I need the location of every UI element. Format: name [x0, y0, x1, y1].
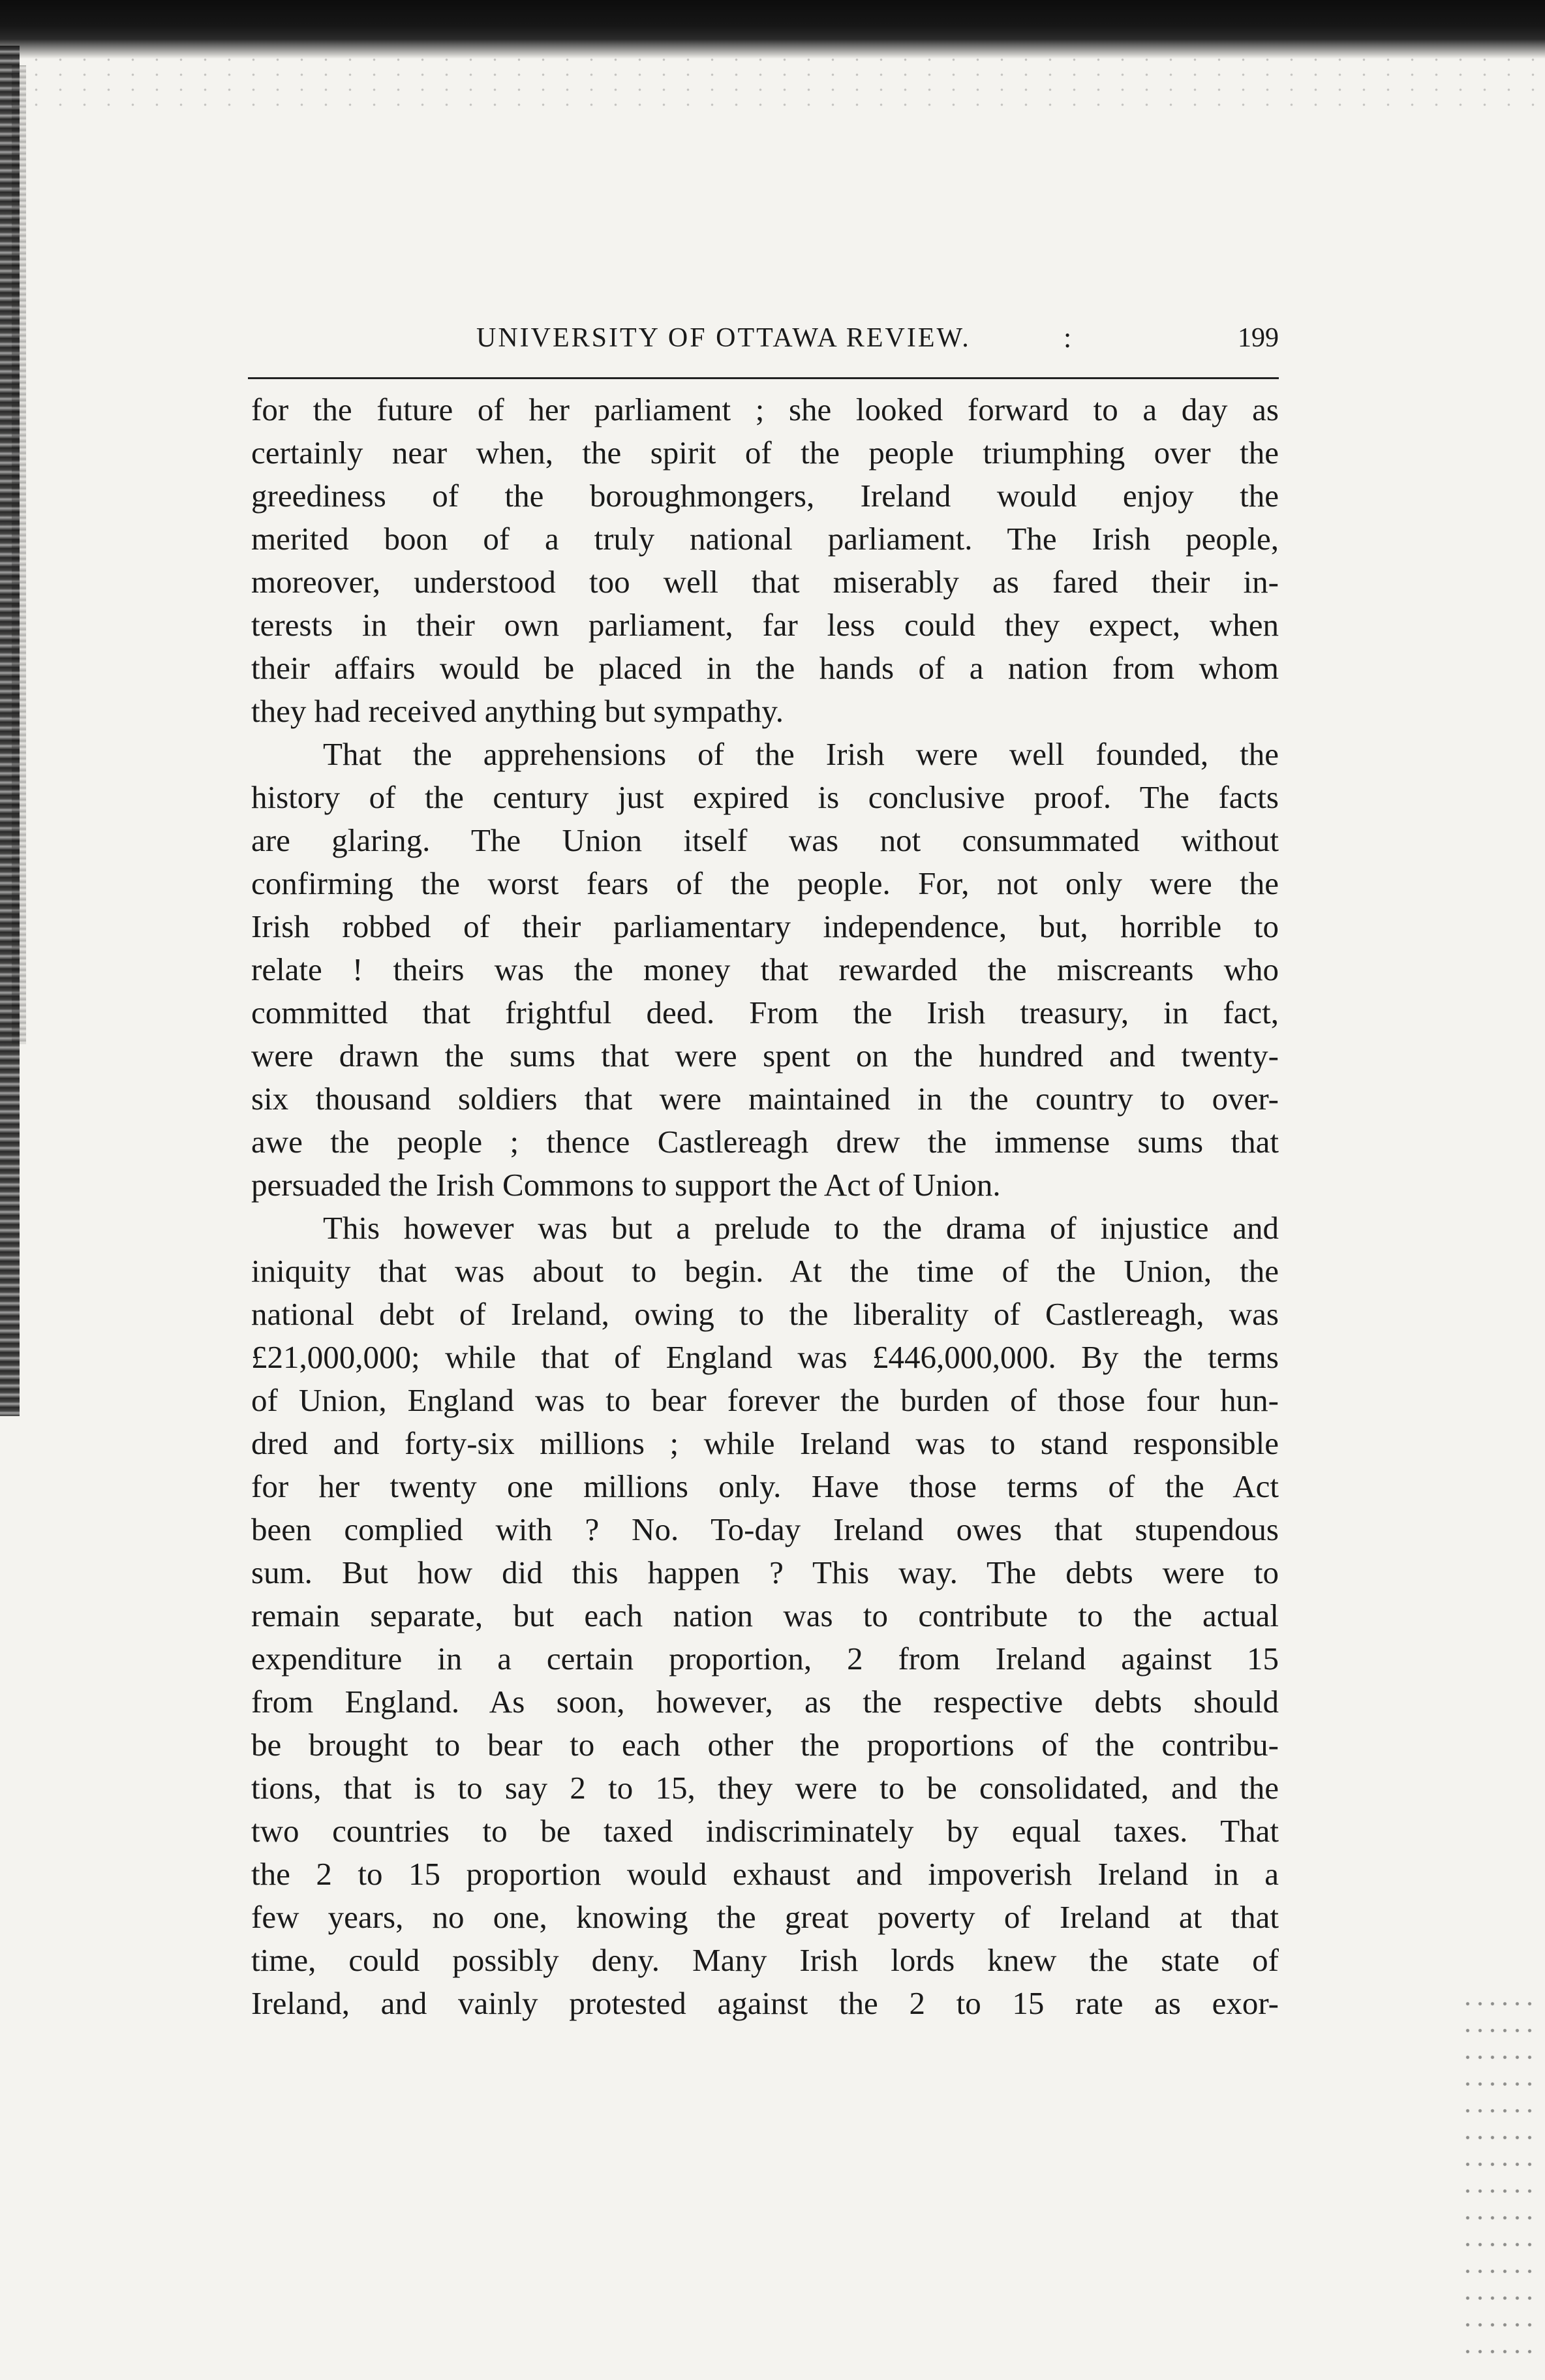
- text-line: persuaded the Irish Commons to support the Act of Union.: [251, 1167, 1001, 1203]
- text-line: are glaring. The Union itself was not consummated without: [251, 822, 1279, 858]
- text-line: of Union, England was to bear forever the burden of those four hun-: [251, 1382, 1279, 1418]
- text-line: six thousand soldiers that were maintained in the country to over-: [251, 1081, 1279, 1117]
- text-line: committed that frightful deed. From the Irish treasury, in fact,: [251, 995, 1279, 1030]
- text-line: time, could possibly deny. Many Irish lords knew the state of: [251, 1942, 1279, 1978]
- page-header: [248, 307, 1279, 379]
- page-number: 199: [1238, 323, 1279, 353]
- text-line: Ireland, and vainly protested against the 2 to 15 rate as exor-: [251, 1985, 1279, 2021]
- text-line: their affairs would be placed in the hands of a nation from whom: [251, 650, 1279, 686]
- text-line: been complied with ? No. To-day Ireland owes that stupendous: [251, 1511, 1279, 1547]
- text-line: awe the people ; thence Castlereagh drew the immense sums that: [251, 1124, 1279, 1160]
- running-title: UNIVERSITY OF OTTAWA REVIEW.: [476, 323, 971, 353]
- text-line: dred and forty-six millions ; while Ireland was to stand responsible: [251, 1425, 1279, 1461]
- header-rule: [248, 377, 1279, 379]
- text-line: were drawn the sums that were spent on the hundred and twenty-: [251, 1038, 1279, 1074]
- text-line: relate ! theirs was the money that rewarded the miscreants who: [251, 951, 1279, 987]
- text-line: for the future of her parliament ; she looked forward to a day as: [251, 392, 1279, 427]
- text-line: they had received anything but sympathy.: [251, 693, 784, 729]
- scan-binding-shadow: [12, 65, 26, 1044]
- text-line: expenditure in a certain proportion, 2 from Ireland against 15: [251, 1641, 1279, 1677]
- scan-specks: [1461, 1990, 1540, 2356]
- text-line: sum. But how did this happen ? This way. The debts were to: [251, 1554, 1279, 1590]
- text-line: certainly near when, the spirit of the people triumphing over the: [251, 435, 1279, 471]
- paragraph-first-line: That the apprehensions of the Irish were well founded, the: [323, 736, 1279, 772]
- scan-noise: [0, 52, 1545, 111]
- text-line: two countries to be taxed indiscriminately by equal taxes. That: [251, 1813, 1279, 1849]
- text-line: national debt of Ireland, owing to the liberality of Castlereagh, was: [251, 1296, 1279, 1332]
- text-line: greediness of the boroughmongers, Ireland would enjoy the: [251, 478, 1279, 514]
- text-line: terests in their own parliament, far less could they expect, when: [251, 607, 1279, 643]
- text-line: moreover, understood too well that miserably as fared their in-: [251, 564, 1279, 600]
- text-line: history of the century just expired is conclusive proof. The facts: [251, 779, 1279, 815]
- text-line: the 2 to 15 proportion would exhaust and impoverish Ireland in a: [251, 1856, 1279, 1892]
- text-line: confirming the worst fears of the people. For, not only were the: [251, 865, 1279, 901]
- text-line: few years, no one, knowing the great poverty of Ireland at that: [251, 1899, 1279, 1935]
- scan-top-border: [0, 0, 1545, 59]
- body-text: [251, 390, 1279, 2218]
- text-line: for her twenty one millions only. Have those terms of the Act: [251, 1468, 1279, 1504]
- text-line: be brought to bear to each other the proportions of the contribu-: [251, 1727, 1279, 1763]
- text-line: remain separate, but each nation was to contribute to the actual: [251, 1598, 1279, 1633]
- text-line: iniquity that was about to begin. At the time of the Union, the: [251, 1253, 1279, 1289]
- text-line: tions, that is to say 2 to 15, they were to be consolidated, and the: [251, 1770, 1279, 1806]
- paragraph-first-line: This however was but a prelude to the drama of injustice and: [323, 1210, 1279, 1246]
- text-line: from England. As soon, however, as the respective debts should: [251, 1684, 1279, 1720]
- text-line: Irish robbed of their parliamentary independence, but, horrible to: [251, 908, 1279, 944]
- text-line: £21,000,000; while that of England was £446,000,000. By the terms: [251, 1339, 1279, 1375]
- text-line: merited boon of a truly national parliament. The Irish people,: [251, 521, 1279, 557]
- header-separator: :: [1063, 322, 1072, 354]
